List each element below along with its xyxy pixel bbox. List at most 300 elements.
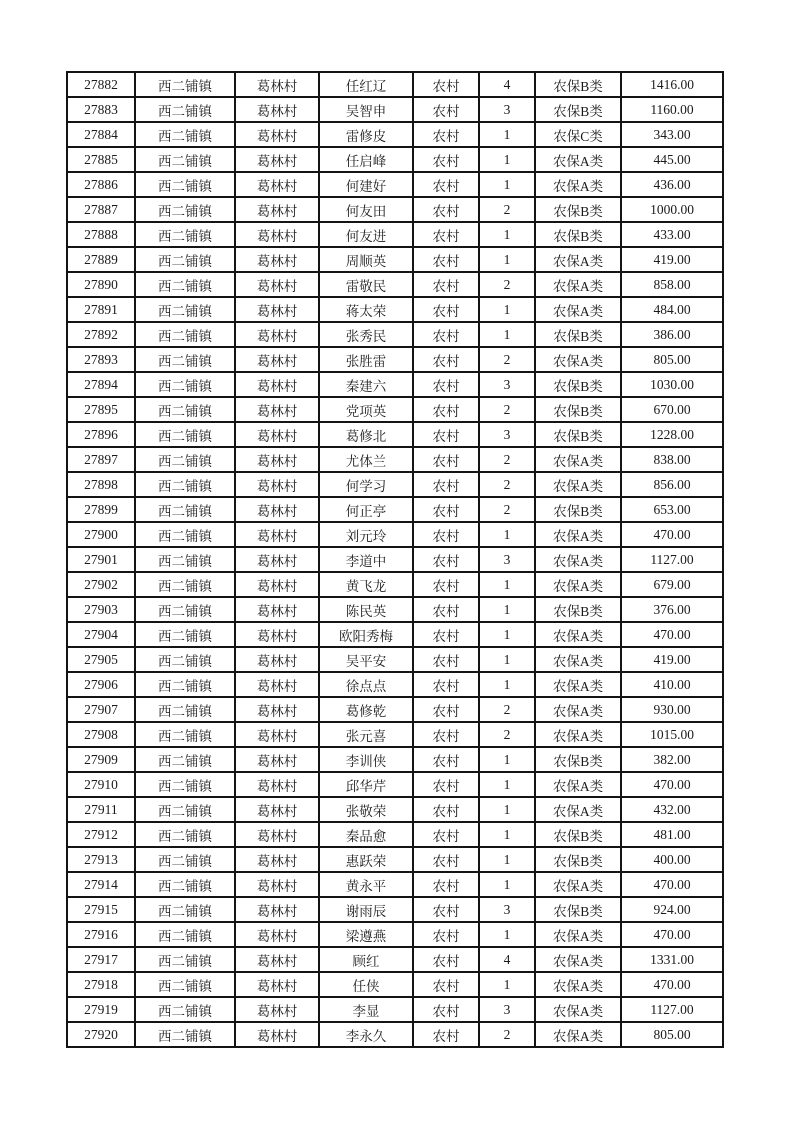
cell-record-id: 27890: [67, 272, 135, 297]
cell-amount: 1160.00: [621, 97, 723, 122]
cell-person-count: 1: [479, 172, 535, 197]
table-row: [67, 547, 723, 572]
cell-person-name: 任启峰: [319, 147, 413, 172]
cell-town: 西二铺镇: [135, 797, 235, 822]
cell-person-name: 张敬荣: [319, 797, 413, 822]
cell-residence-type: 农村: [413, 547, 479, 572]
cell-town: 西二铺镇: [135, 947, 235, 972]
cell-person-count: 1: [479, 872, 535, 897]
table-row: [67, 397, 723, 422]
cell-amount: 1030.00: [621, 372, 723, 397]
cell-person-name: 徐点点: [319, 672, 413, 697]
cell-town: 西二铺镇: [135, 1022, 235, 1047]
cell-record-id: 27911: [67, 797, 135, 822]
cell-person-name: 张胜雷: [319, 347, 413, 372]
table-row: [67, 472, 723, 497]
cell-record-id: 27898: [67, 472, 135, 497]
cell-amount: 343.00: [621, 122, 723, 147]
cell-person-count: 2: [479, 347, 535, 372]
cell-town: 西二铺镇: [135, 672, 235, 697]
cell-person-name: 何正亭: [319, 497, 413, 522]
cell-record-id: 27887: [67, 197, 135, 222]
cell-village: 葛林村: [235, 972, 319, 997]
table-row: [67, 122, 723, 147]
cell-village: 葛林村: [235, 622, 319, 647]
cell-person-name: 邱华芹: [319, 772, 413, 797]
cell-record-id: 27902: [67, 572, 135, 597]
cell-person-count: 1: [479, 772, 535, 797]
cell-person-name: 惠跃荣: [319, 847, 413, 872]
cell-insurance-category: 农保B类: [535, 822, 621, 847]
cell-residence-type: 农村: [413, 722, 479, 747]
table-row: [67, 147, 723, 172]
cell-person-name: 何友田: [319, 197, 413, 222]
cell-record-id: 27885: [67, 147, 135, 172]
cell-amount: 470.00: [621, 872, 723, 897]
cell-insurance-category: 农保B类: [535, 597, 621, 622]
cell-insurance-category: 农保B类: [535, 497, 621, 522]
table-row: [67, 97, 723, 122]
cell-record-id: 27901: [67, 547, 135, 572]
table-row: [67, 997, 723, 1022]
cell-amount: 1228.00: [621, 422, 723, 447]
cell-person-count: 4: [479, 72, 535, 97]
cell-insurance-category: 农保A类: [535, 922, 621, 947]
cell-person-name: 黄飞龙: [319, 572, 413, 597]
cell-residence-type: 农村: [413, 172, 479, 197]
cell-amount: 1416.00: [621, 72, 723, 97]
cell-person-count: 1: [479, 972, 535, 997]
table-row: [67, 172, 723, 197]
cell-person-name: 党项英: [319, 397, 413, 422]
table-row: [67, 822, 723, 847]
cell-person-name: 张秀民: [319, 322, 413, 347]
cell-residence-type: 农村: [413, 97, 479, 122]
cell-residence-type: 农村: [413, 72, 479, 97]
cell-village: 葛林村: [235, 322, 319, 347]
cell-town: 西二铺镇: [135, 297, 235, 322]
cell-village: 葛林村: [235, 97, 319, 122]
cell-person-name: 黄永平: [319, 872, 413, 897]
cell-amount: 930.00: [621, 697, 723, 722]
cell-person-count: 3: [479, 897, 535, 922]
cell-record-id: 27900: [67, 522, 135, 547]
cell-town: 西二铺镇: [135, 897, 235, 922]
cell-person-name: 何建好: [319, 172, 413, 197]
cell-record-id: 27892: [67, 322, 135, 347]
cell-village: 葛林村: [235, 297, 319, 322]
cell-person-name: 任侠: [319, 972, 413, 997]
cell-amount: 432.00: [621, 797, 723, 822]
cell-record-id: 27908: [67, 722, 135, 747]
cell-record-id: 27904: [67, 622, 135, 647]
cell-residence-type: 农村: [413, 297, 479, 322]
cell-town: 西二铺镇: [135, 972, 235, 997]
cell-residence-type: 农村: [413, 822, 479, 847]
table-row: [67, 647, 723, 672]
cell-village: 葛林村: [235, 947, 319, 972]
cell-residence-type: 农村: [413, 122, 479, 147]
cell-record-id: 27913: [67, 847, 135, 872]
cell-insurance-category: 农保B类: [535, 397, 621, 422]
cell-person-name: 雷修皮: [319, 122, 413, 147]
cell-village: 葛林村: [235, 497, 319, 522]
cell-person-name: 雷敬民: [319, 272, 413, 297]
cell-person-name: 李永久: [319, 1022, 413, 1047]
cell-town: 西二铺镇: [135, 472, 235, 497]
cell-residence-type: 农村: [413, 522, 479, 547]
cell-insurance-category: 农保A类: [535, 1022, 621, 1047]
cell-village: 葛林村: [235, 922, 319, 947]
cell-insurance-category: 农保A类: [535, 772, 621, 797]
table-row: [67, 372, 723, 397]
cell-village: 葛林村: [235, 1022, 319, 1047]
cell-record-id: 27895: [67, 397, 135, 422]
cell-town: 西二铺镇: [135, 722, 235, 747]
cell-residence-type: 农村: [413, 247, 479, 272]
cell-village: 葛林村: [235, 122, 319, 147]
cell-village: 葛林村: [235, 147, 319, 172]
cell-town: 西二铺镇: [135, 172, 235, 197]
table-row: [67, 72, 723, 97]
table-row: [67, 247, 723, 272]
cell-town: 西二铺镇: [135, 597, 235, 622]
cell-residence-type: 农村: [413, 872, 479, 897]
cell-town: 西二铺镇: [135, 122, 235, 147]
cell-residence-type: 农村: [413, 197, 479, 222]
cell-person-name: 吴平安: [319, 647, 413, 672]
cell-record-id: 27916: [67, 922, 135, 947]
cell-amount: 856.00: [621, 472, 723, 497]
cell-amount: 386.00: [621, 322, 723, 347]
cell-village: 葛林村: [235, 722, 319, 747]
cell-person-count: 1: [479, 822, 535, 847]
cell-record-id: 27882: [67, 72, 135, 97]
cell-residence-type: 农村: [413, 747, 479, 772]
cell-record-id: 27894: [67, 372, 135, 397]
cell-town: 西二铺镇: [135, 847, 235, 872]
cell-person-name: 李道中: [319, 547, 413, 572]
cell-person-count: 1: [479, 147, 535, 172]
cell-record-id: 27883: [67, 97, 135, 122]
cell-person-name: 任红辽: [319, 72, 413, 97]
cell-amount: 1331.00: [621, 947, 723, 972]
cell-person-count: 1: [479, 622, 535, 647]
cell-person-count: 3: [479, 97, 535, 122]
cell-person-name: 蒋太荣: [319, 297, 413, 322]
cell-town: 西二铺镇: [135, 747, 235, 772]
cell-person-name: 秦建六: [319, 372, 413, 397]
benefits-roster-table: [66, 71, 724, 1048]
cell-residence-type: 农村: [413, 222, 479, 247]
cell-insurance-category: 农保A类: [535, 522, 621, 547]
cell-person-count: 2: [479, 697, 535, 722]
cell-amount: 433.00: [621, 222, 723, 247]
cell-person-count: 1: [479, 847, 535, 872]
cell-person-count: 1: [479, 572, 535, 597]
cell-town: 西二铺镇: [135, 72, 235, 97]
cell-village: 葛林村: [235, 572, 319, 597]
cell-record-id: 27897: [67, 447, 135, 472]
cell-town: 西二铺镇: [135, 497, 235, 522]
cell-person-name: 葛修北: [319, 422, 413, 447]
cell-person-count: 2: [479, 447, 535, 472]
cell-residence-type: 农村: [413, 622, 479, 647]
cell-town: 西二铺镇: [135, 547, 235, 572]
cell-residence-type: 农村: [413, 147, 479, 172]
table-row: [67, 947, 723, 972]
cell-amount: 484.00: [621, 297, 723, 322]
cell-amount: 470.00: [621, 622, 723, 647]
cell-record-id: 27906: [67, 672, 135, 697]
cell-town: 西二铺镇: [135, 197, 235, 222]
cell-amount: 436.00: [621, 172, 723, 197]
cell-insurance-category: 农保A类: [535, 572, 621, 597]
table-row: [67, 672, 723, 697]
cell-residence-type: 农村: [413, 847, 479, 872]
cell-town: 西二铺镇: [135, 522, 235, 547]
cell-village: 葛林村: [235, 72, 319, 97]
cell-record-id: 27920: [67, 1022, 135, 1047]
cell-village: 葛林村: [235, 772, 319, 797]
cell-person-count: 3: [479, 422, 535, 447]
cell-person-name: 张元喜: [319, 722, 413, 747]
cell-person-count: 1: [479, 672, 535, 697]
cell-amount: 1127.00: [621, 997, 723, 1022]
cell-insurance-category: 农保A类: [535, 947, 621, 972]
table-body: [67, 72, 723, 1047]
cell-person-name: 谢雨辰: [319, 897, 413, 922]
cell-record-id: 27905: [67, 647, 135, 672]
cell-village: 葛林村: [235, 697, 319, 722]
cell-amount: 924.00: [621, 897, 723, 922]
cell-village: 葛林村: [235, 247, 319, 272]
cell-person-count: 1: [479, 322, 535, 347]
cell-residence-type: 农村: [413, 897, 479, 922]
cell-insurance-category: 农保A类: [535, 872, 621, 897]
cell-insurance-category: 农保B类: [535, 322, 621, 347]
cell-amount: 419.00: [621, 647, 723, 672]
cell-insurance-category: 农保B类: [535, 897, 621, 922]
cell-amount: 419.00: [621, 247, 723, 272]
cell-person-count: 2: [479, 272, 535, 297]
cell-amount: 1015.00: [621, 722, 723, 747]
cell-residence-type: 农村: [413, 772, 479, 797]
cell-record-id: 27886: [67, 172, 135, 197]
cell-person-count: 1: [479, 597, 535, 622]
cell-insurance-category: 农保B类: [535, 222, 621, 247]
cell-person-count: 1: [479, 747, 535, 772]
cell-town: 西二铺镇: [135, 572, 235, 597]
table-row: [67, 422, 723, 447]
cell-insurance-category: 农保A类: [535, 972, 621, 997]
cell-record-id: 27889: [67, 247, 135, 272]
table-row: [67, 722, 723, 747]
cell-amount: 470.00: [621, 522, 723, 547]
cell-town: 西二铺镇: [135, 322, 235, 347]
cell-insurance-category: 农保A类: [535, 622, 621, 647]
cell-amount: 470.00: [621, 972, 723, 997]
cell-residence-type: 农村: [413, 422, 479, 447]
cell-village: 葛林村: [235, 472, 319, 497]
cell-record-id: 27888: [67, 222, 135, 247]
cell-residence-type: 农村: [413, 947, 479, 972]
cell-amount: 382.00: [621, 747, 723, 772]
cell-town: 西二铺镇: [135, 922, 235, 947]
cell-amount: 805.00: [621, 347, 723, 372]
cell-record-id: 27914: [67, 872, 135, 897]
cell-insurance-category: 农保B类: [535, 422, 621, 447]
cell-amount: 376.00: [621, 597, 723, 622]
cell-amount: 410.00: [621, 672, 723, 697]
table-row: [67, 272, 723, 297]
table-row: [67, 447, 723, 472]
cell-residence-type: 农村: [413, 647, 479, 672]
cell-record-id: 27903: [67, 597, 135, 622]
cell-residence-type: 农村: [413, 347, 479, 372]
cell-person-name: 欧阳秀梅: [319, 622, 413, 647]
cell-person-count: 2: [479, 397, 535, 422]
cell-person-name: 何学习: [319, 472, 413, 497]
cell-amount: 679.00: [621, 572, 723, 597]
cell-amount: 838.00: [621, 447, 723, 472]
cell-amount: 470.00: [621, 922, 723, 947]
cell-residence-type: 农村: [413, 1022, 479, 1047]
cell-record-id: 27918: [67, 972, 135, 997]
cell-insurance-category: 农保B类: [535, 747, 621, 772]
table-row: [67, 347, 723, 372]
cell-residence-type: 农村: [413, 397, 479, 422]
cell-village: 葛林村: [235, 822, 319, 847]
cell-town: 西二铺镇: [135, 447, 235, 472]
cell-town: 西二铺镇: [135, 247, 235, 272]
cell-residence-type: 农村: [413, 922, 479, 947]
cell-insurance-category: 农保B类: [535, 847, 621, 872]
cell-village: 葛林村: [235, 347, 319, 372]
cell-record-id: 27910: [67, 772, 135, 797]
cell-town: 西二铺镇: [135, 772, 235, 797]
cell-person-name: 刘元玲: [319, 522, 413, 547]
cell-village: 葛林村: [235, 897, 319, 922]
cell-person-count: 2: [479, 197, 535, 222]
cell-amount: 670.00: [621, 397, 723, 422]
cell-amount: 653.00: [621, 497, 723, 522]
cell-town: 西二铺镇: [135, 997, 235, 1022]
cell-town: 西二铺镇: [135, 97, 235, 122]
table-row: [67, 697, 723, 722]
cell-residence-type: 农村: [413, 272, 479, 297]
cell-person-count: 2: [479, 722, 535, 747]
cell-person-count: 1: [479, 797, 535, 822]
table-row: [67, 972, 723, 997]
cell-residence-type: 农村: [413, 697, 479, 722]
table-row: [67, 522, 723, 547]
table-row: [67, 322, 723, 347]
cell-town: 西二铺镇: [135, 422, 235, 447]
table-row: [67, 872, 723, 897]
cell-record-id: 27893: [67, 347, 135, 372]
cell-residence-type: 农村: [413, 372, 479, 397]
cell-person-count: 2: [479, 472, 535, 497]
cell-record-id: 27919: [67, 997, 135, 1022]
cell-person-name: 葛修乾: [319, 697, 413, 722]
cell-insurance-category: 农保A类: [535, 272, 621, 297]
cell-insurance-category: 农保B类: [535, 72, 621, 97]
table-row: [67, 572, 723, 597]
cell-person-name: 秦品愈: [319, 822, 413, 847]
cell-insurance-category: 农保B类: [535, 372, 621, 397]
cell-person-count: 3: [479, 997, 535, 1022]
cell-insurance-category: 农保B类: [535, 97, 621, 122]
cell-town: 西二铺镇: [135, 147, 235, 172]
cell-person-count: 1: [479, 247, 535, 272]
cell-residence-type: 农村: [413, 322, 479, 347]
cell-residence-type: 农村: [413, 797, 479, 822]
cell-village: 葛林村: [235, 597, 319, 622]
cell-person-count: 3: [479, 372, 535, 397]
cell-village: 葛林村: [235, 747, 319, 772]
cell-residence-type: 农村: [413, 472, 479, 497]
cell-insurance-category: 农保A类: [535, 697, 621, 722]
table-row: [67, 197, 723, 222]
cell-amount: 858.00: [621, 272, 723, 297]
cell-person-count: 4: [479, 947, 535, 972]
cell-town: 西二铺镇: [135, 647, 235, 672]
cell-town: 西二铺镇: [135, 347, 235, 372]
table-row: [67, 847, 723, 872]
cell-person-count: 2: [479, 1022, 535, 1047]
cell-town: 西二铺镇: [135, 622, 235, 647]
cell-village: 葛林村: [235, 447, 319, 472]
cell-insurance-category: 农保A类: [535, 672, 621, 697]
cell-village: 葛林村: [235, 272, 319, 297]
cell-insurance-category: 农保A类: [535, 172, 621, 197]
cell-insurance-category: 农保A类: [535, 147, 621, 172]
cell-residence-type: 农村: [413, 597, 479, 622]
cell-village: 葛林村: [235, 172, 319, 197]
cell-insurance-category: 农保A类: [535, 472, 621, 497]
cell-person-name: 周顺英: [319, 247, 413, 272]
cell-person-name: 吴智申: [319, 97, 413, 122]
cell-village: 葛林村: [235, 397, 319, 422]
cell-residence-type: 农村: [413, 672, 479, 697]
table-row: [67, 1022, 723, 1047]
cell-amount: 470.00: [621, 772, 723, 797]
cell-village: 葛林村: [235, 647, 319, 672]
cell-person-name: 李训侠: [319, 747, 413, 772]
cell-record-id: 27912: [67, 822, 135, 847]
cell-insurance-category: 农保A类: [535, 247, 621, 272]
cell-person-name: 尤体兰: [319, 447, 413, 472]
cell-insurance-category: 农保A类: [535, 447, 621, 472]
cell-residence-type: 农村: [413, 972, 479, 997]
cell-residence-type: 农村: [413, 447, 479, 472]
cell-record-id: 27909: [67, 747, 135, 772]
cell-person-name: 梁遵燕: [319, 922, 413, 947]
table-row: [67, 497, 723, 522]
cell-village: 葛林村: [235, 997, 319, 1022]
cell-town: 西二铺镇: [135, 697, 235, 722]
cell-town: 西二铺镇: [135, 372, 235, 397]
cell-person-count: 2: [479, 497, 535, 522]
cell-person-count: 1: [479, 522, 535, 547]
cell-village: 葛林村: [235, 672, 319, 697]
table-row: [67, 897, 723, 922]
cell-village: 葛林村: [235, 797, 319, 822]
table-row: [67, 747, 723, 772]
cell-residence-type: 农村: [413, 572, 479, 597]
cell-person-count: 1: [479, 922, 535, 947]
